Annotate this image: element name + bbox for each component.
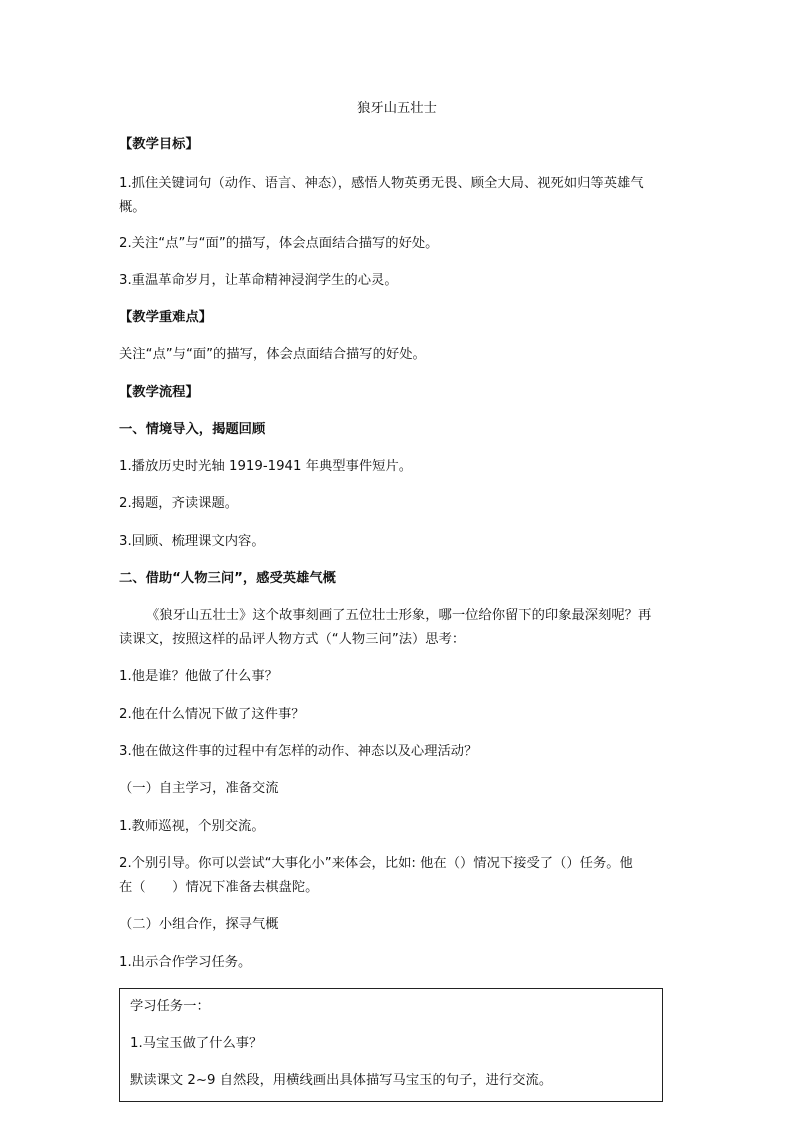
subsection-1-item-2-line-1: 2.个别引导。你可以尝试“大事化小”来体会，比如: 他在（）情况下接受了（）任务。他 — [119, 856, 633, 871]
part-2-intro-line-2: 读课文，按照这样的品评人物方式（“人物三问”法）思考： — [119, 632, 466, 647]
part-1-item-2: 2.揭题，齐读课题。 — [119, 496, 239, 511]
part-2-heading: 二、借助“人物三问”，感受英雄气概 — [119, 571, 336, 586]
learning-task-box — [119, 988, 663, 1102]
goal-2: 2.关注“点”与“面”的描写，体会点面结合描写的好处。 — [119, 236, 439, 251]
section-heading-key-points: 【教学重难点】 — [119, 310, 213, 325]
section-heading-goals: 【教学目标】 — [119, 137, 199, 152]
question-3: 3.他在做这件事的过程中有怎样的动作、神态以及心理活动？ — [119, 744, 478, 759]
task-box-question: 1.马宝玉做了什么事？ — [130, 1036, 263, 1051]
task-box-label: 学习任务一： — [130, 999, 210, 1014]
section-heading-flow: 【教学流程】 — [119, 385, 199, 400]
task-box-instruction: 默读课文 2~9 自然段，用横线画出具体描写马宝玉的句子，进行交流。 — [130, 1073, 553, 1088]
goal-3: 3.重温革命岁月，让革命精神浸润学生的心灵。 — [119, 273, 398, 288]
part-1-item-3: 3.回顾、梳理课文内容。 — [119, 534, 265, 549]
key-points-text: 关注“点”与“面”的描写，体会点面结合描写的好处。 — [119, 347, 426, 362]
part-2-intro-line-1: 《狼牙山五壮士》这个故事刻画了五位壮士形象，哪一位给你留下的印象最深刻呢？再 — [146, 608, 652, 623]
subsection-2-heading: （二）小组合作，探寻气概 — [119, 917, 279, 932]
goal-1-line-1: 1.抓住关键词句（动作、语言、神态），感悟人物英勇无畏、顾全大局、视死如归等英雄气 — [119, 176, 644, 191]
subsection-2-item-1: 1.出示合作学习任务。 — [119, 955, 252, 970]
subsection-1-heading: （一）自主学习，准备交流 — [119, 781, 279, 796]
goal-1-line-2: 概。 — [119, 200, 146, 215]
part-1-item-1: 1.播放历史时光轴 1919-1941 年典型事件短片。 — [119, 459, 413, 474]
page-title: 狼牙山五壮士 — [357, 101, 437, 116]
question-2: 2.他在什么情况下做了这件事？ — [119, 707, 305, 722]
subsection-1-item-1: 1.教师巡视，个别交流。 — [119, 819, 265, 834]
question-1: 1.他是谁？他做了什么事？ — [119, 669, 278, 684]
subsection-1-item-2-line-2: 在（ ）情况下准备去棋盘陀。 — [119, 880, 319, 895]
part-1-heading: 一、情境导入，揭题回顾 — [119, 422, 266, 437]
